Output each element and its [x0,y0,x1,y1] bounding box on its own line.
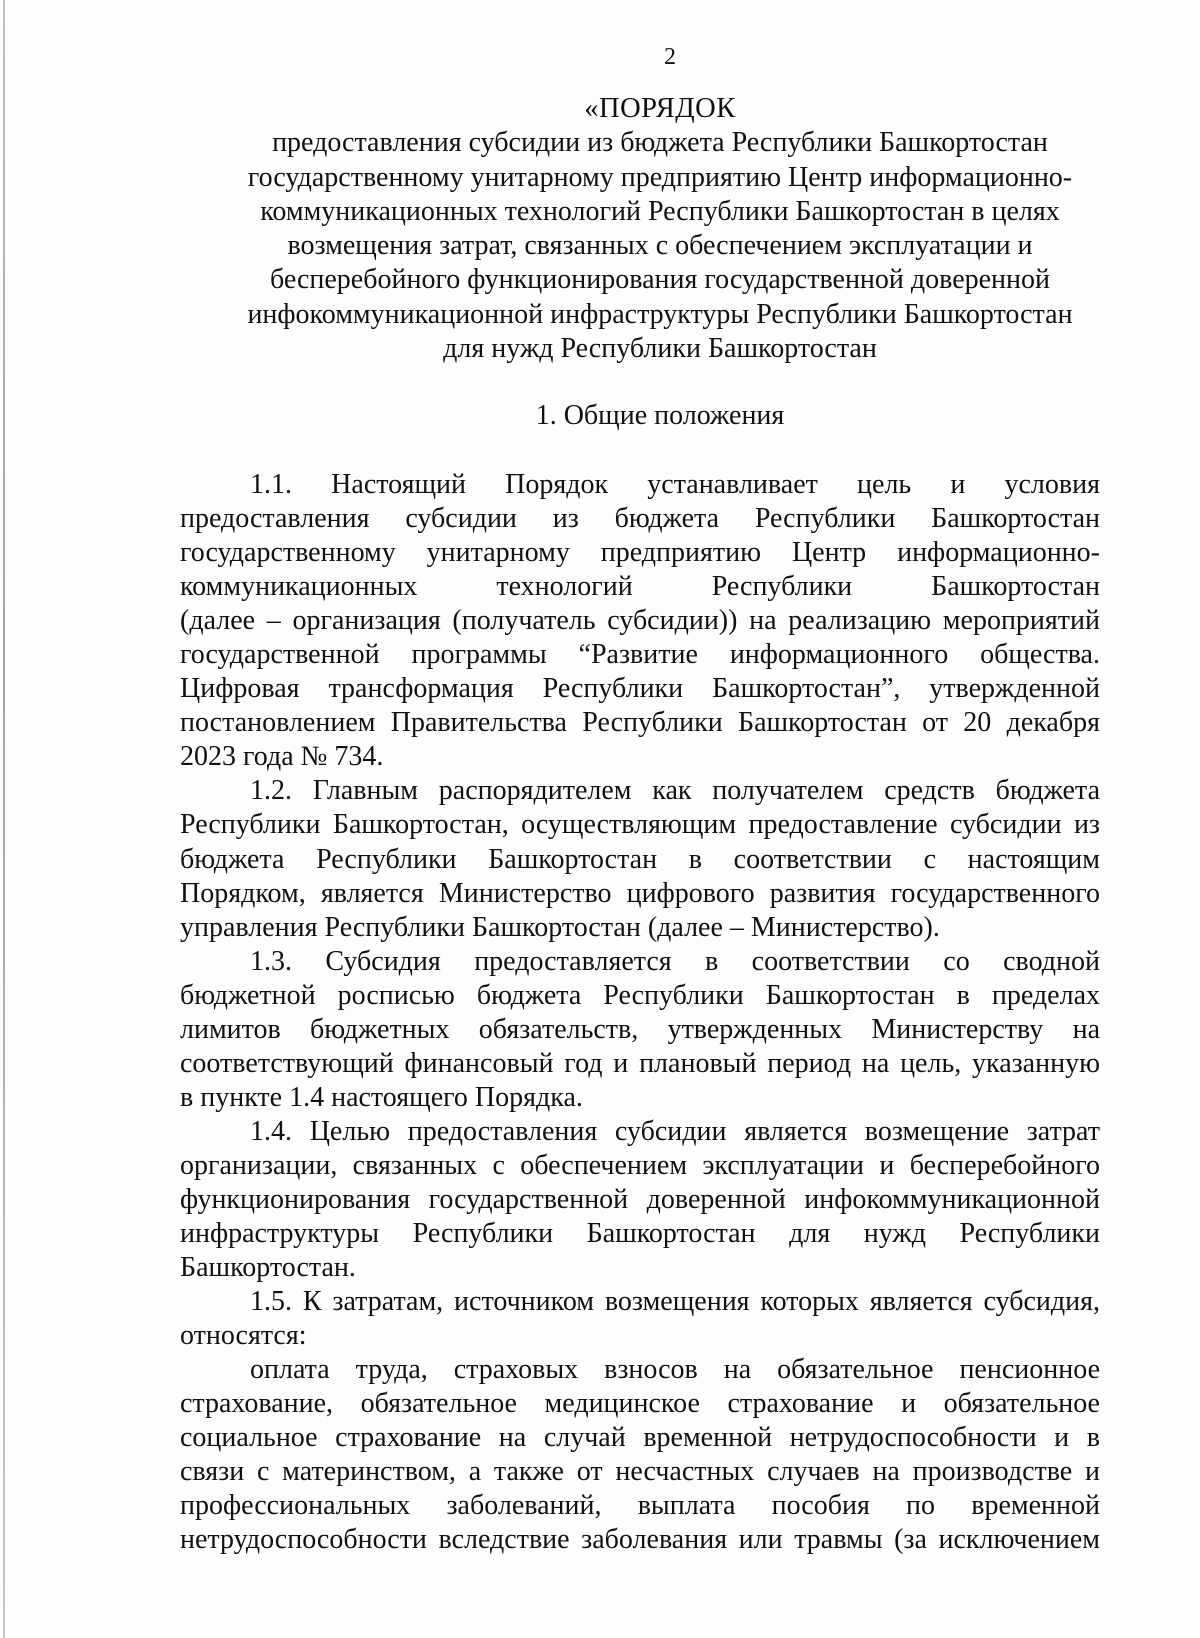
subtitle-line: возмещения затрат, связанных с обеспечением эксплуатации и [287,230,1033,262]
paragraph-line: в пункте 1.4 настоящего Порядка. [180,1081,583,1113]
scan-edge-line [3,0,5,1638]
paragraph-line: 1.1. Настоящий Порядок устанавливает цель и условия [250,469,1100,500]
paragraph-line: страхование, обязательное медицинское страхование и обязательное [180,1388,1100,1420]
paragraph-line: 1.4. Целью предоставления субсидии является возмещение затрат [250,1115,1100,1147]
paragraph-line: Порядком, является Министерство цифрового развития государственного [180,877,1100,909]
paragraph-line: нетрудоспособности вследствие заболевания или травмы (за исключением [180,1524,1100,1556]
paragraph-line: Цифровая трансформация Республики Башкортостан”, утвержденной [180,673,1100,705]
paragraph-line: постановлением Правительства Республики Башкортостан от 20 декабря [180,707,1100,739]
subtitle-line: инфокоммуникационной инфраструктуры Республики Башкортостан [247,298,1073,330]
paragraph-line: относятся: [180,1320,307,1352]
paragraph-line: коммуникационных технологий Республики Башкортостан [180,571,1100,603]
subtitle-line: коммуникационных технологий Республики Башкортостан в целях [260,195,1060,227]
paragraph-line: государственной программы “Развитие информационного общества. [180,639,1100,671]
paragraph-line: инфраструктуры Республики Башкортостан для нужд Республики [180,1218,1100,1250]
paragraph-line: лимитов бюджетных обязательств, утвержденных Министерству на [180,1013,1100,1045]
paragraph-line: управления Республики Башкортостан (далее – Министерство). [180,911,940,943]
paragraph-line: связи с материнством, а также от несчастных случаев на производстве и [180,1456,1100,1488]
paragraph-line: бюджета Республики Башкортостан в соответствии с настоящим [180,843,1100,875]
paragraph-line: 1.3. Субсидия предоставляется в соответствии со сводной [250,945,1100,977]
subtitle-line: для нужд Республики Башкортостан [443,333,877,365]
paragraph-line: оплата труда, страховых взносов на обязательное пенсионное [250,1354,1100,1386]
document-title-block [180,92,1140,366]
paragraph-line: соответствующий финансовый год и плановый период на цель, указанную [180,1047,1100,1079]
subtitle-line: предоставления субсидии из бюджета Республики Башкортостан [272,127,1048,159]
document-title: «ПОРЯДОК [584,93,736,124]
paragraph-line: (далее – организация (получатель субсидии)) на реализацию мероприятий [180,605,1100,637]
paragraph-line: Башкортостан. [180,1252,356,1284]
paragraph-line: предоставления субсидии из бюджета Республики Башкортостан [180,503,1100,535]
paragraph-line: профессиональных заболеваний, выплата пособия по временной [180,1490,1100,1522]
paragraph-line: Республики Башкортостан, осуществляющим предоставление субсидии из [180,809,1100,841]
paragraph-line: бюджетной росписью бюджета Республики Башкортостан в пределах [180,979,1100,1011]
paragraph-line: функционирования государственной доверенной инфокоммуникационной [180,1183,1100,1215]
body-text [180,468,1100,1558]
paragraph-line: 1.2. Главным распорядителем как получателем средств бюджета [250,775,1100,807]
subtitle-line: бесперебойного функционирования государственной доверенной [269,264,1051,296]
paragraph-line: государственному унитарному предприятию Центр информационно- [180,537,1100,569]
paragraph-line: организации, связанных с обеспечением эксплуатации и бесперебойного [180,1149,1100,1181]
section-heading: 1. Общие положения [535,400,785,431]
page-number: 2 [664,44,676,70]
paragraph-line: 1.5. К затратам, источником возмещения которых является субсидия, [250,1286,1100,1318]
paragraph-line: 2023 года № 734. [180,741,384,773]
subtitle-line: государственному унитарному предприятию Центр информационно- [247,161,1073,193]
paragraph-line: социальное страхование на случай временной нетрудоспособности и в [180,1422,1100,1454]
